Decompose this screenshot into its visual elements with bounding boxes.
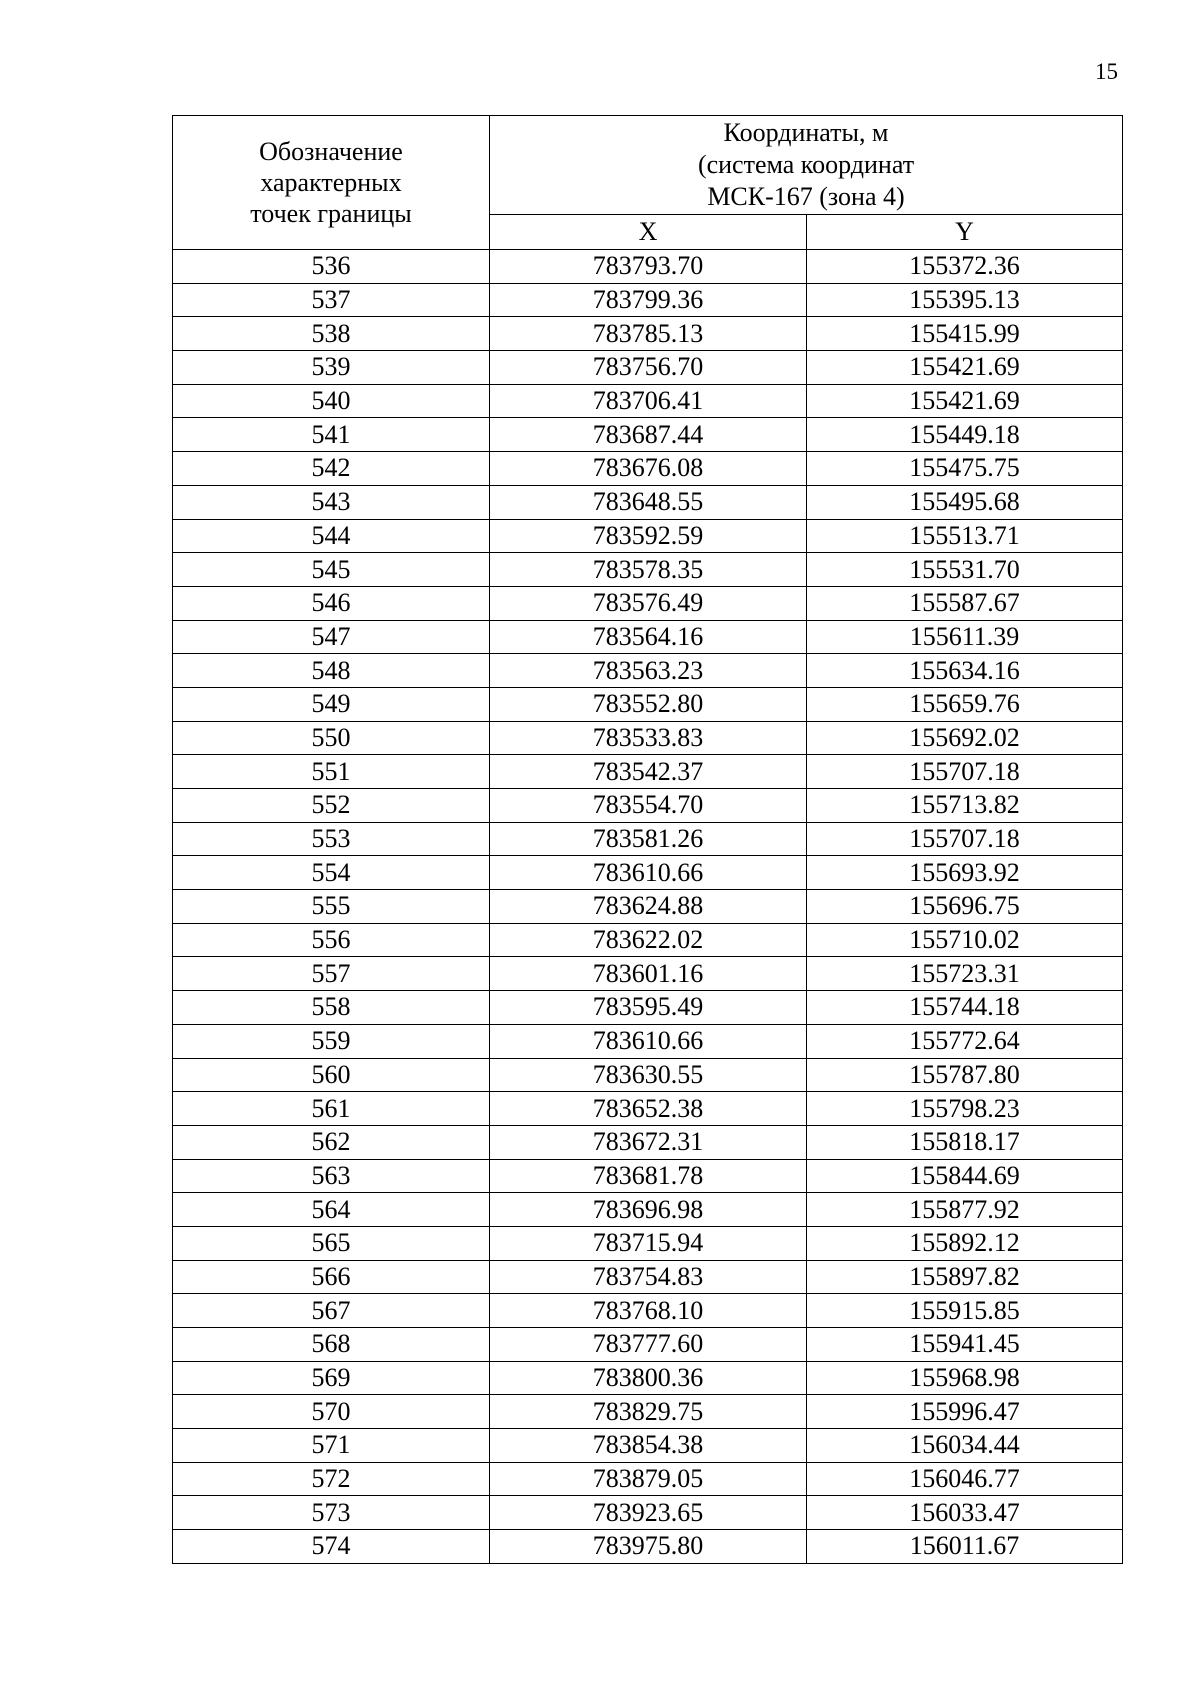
point-cell: 557	[173, 957, 490, 991]
table-row	[173, 250, 1123, 284]
y-cell: 155495.68	[807, 485, 1123, 519]
point-cell: 553	[173, 822, 490, 856]
y-cell: 155818.17	[807, 1125, 1123, 1159]
table-row	[173, 1361, 1123, 1395]
y-cell: 155692.02	[807, 721, 1123, 755]
x-cell: 783630.55	[490, 1058, 807, 1092]
x-cell: 783554.70	[490, 789, 807, 823]
point-cell: 546	[173, 586, 490, 620]
x-cell: 783696.98	[490, 1193, 807, 1227]
point-cell: 549	[173, 687, 490, 721]
point-cell: 547	[173, 620, 490, 654]
y-cell: 155395.13	[807, 283, 1123, 317]
x-cell: 783592.59	[490, 519, 807, 553]
point-cell: 569	[173, 1361, 490, 1395]
x-cell: 783785.13	[490, 317, 807, 351]
point-cell: 566	[173, 1260, 490, 1294]
y-cell: 155996.47	[807, 1395, 1123, 1429]
point-cell: 540	[173, 384, 490, 418]
table-row	[173, 687, 1123, 721]
y-cell: 155611.39	[807, 620, 1123, 654]
y-column-header: Y	[807, 215, 1123, 250]
coordinates-table	[172, 115, 1123, 1564]
point-cell: 563	[173, 1159, 490, 1193]
y-cell: 156011.67	[807, 1530, 1123, 1564]
point-cell: 536	[173, 250, 490, 284]
y-cell: 155415.99	[807, 317, 1123, 351]
x-cell: 783854.38	[490, 1429, 807, 1463]
point-cell: 564	[173, 1193, 490, 1227]
x-cell: 783581.26	[490, 822, 807, 856]
x-cell: 783552.80	[490, 687, 807, 721]
x-cell: 783622.02	[490, 923, 807, 957]
y-cell: 156046.77	[807, 1462, 1123, 1496]
point-cell: 567	[173, 1294, 490, 1328]
y-cell: 155798.23	[807, 1092, 1123, 1126]
table-row	[173, 789, 1123, 823]
y-cell: 155892.12	[807, 1226, 1123, 1260]
point-cell: 541	[173, 418, 490, 452]
y-cell: 155707.18	[807, 822, 1123, 856]
x-cell: 783706.41	[490, 384, 807, 418]
point-cell: 554	[173, 856, 490, 890]
table-row	[173, 1260, 1123, 1294]
table-row	[173, 485, 1123, 519]
table-header	[173, 116, 1123, 250]
table-row	[173, 856, 1123, 890]
table-row	[173, 1395, 1123, 1429]
y-cell: 155915.85	[807, 1294, 1123, 1328]
point-cell: 556	[173, 923, 490, 957]
table-row	[173, 1226, 1123, 1260]
x-cell: 783800.36	[490, 1361, 807, 1395]
y-cell: 155968.98	[807, 1361, 1123, 1395]
x-cell: 783756.70	[490, 351, 807, 385]
point-cell: 572	[173, 1462, 490, 1496]
x-cell: 783542.37	[490, 755, 807, 789]
y-cell: 156034.44	[807, 1429, 1123, 1463]
y-cell: 155659.76	[807, 687, 1123, 721]
table-row	[173, 1462, 1123, 1496]
y-cell: 155449.18	[807, 418, 1123, 452]
table-row	[173, 1193, 1123, 1227]
y-cell: 155710.02	[807, 923, 1123, 957]
point-cell: 561	[173, 1092, 490, 1126]
y-cell: 155421.69	[807, 351, 1123, 385]
point-cell: 539	[173, 351, 490, 385]
coordinates-label-line3: МСК-167 (зона 4)	[707, 182, 905, 211]
table-row	[173, 1496, 1123, 1530]
x-cell: 783879.05	[490, 1462, 807, 1496]
table-row	[173, 923, 1123, 957]
table-row	[173, 654, 1123, 688]
y-cell: 155587.67	[807, 586, 1123, 620]
x-cell: 783563.23	[490, 654, 807, 688]
y-cell: 155421.69	[807, 384, 1123, 418]
table-row	[173, 620, 1123, 654]
x-cell: 783676.08	[490, 452, 807, 486]
table-row	[173, 1092, 1123, 1126]
table-row	[173, 890, 1123, 924]
x-cell: 783601.16	[490, 957, 807, 991]
coordinates-label-line2: (система координат	[697, 150, 915, 179]
y-cell: 155844.69	[807, 1159, 1123, 1193]
point-cell: 568	[173, 1328, 490, 1362]
x-cell: 783975.80	[490, 1530, 807, 1564]
x-cell: 783715.94	[490, 1226, 807, 1260]
point-cell: 545	[173, 553, 490, 587]
table-row	[173, 1125, 1123, 1159]
coordinates-label-line1: Координаты, м	[723, 118, 889, 147]
x-cell: 783793.70	[490, 250, 807, 284]
table-row	[173, 957, 1123, 991]
x-cell: 783652.38	[490, 1092, 807, 1126]
table-row	[173, 1159, 1123, 1193]
coordinates-group-header	[490, 116, 1123, 215]
y-cell: 155744.18	[807, 991, 1123, 1025]
y-cell: 155772.64	[807, 1024, 1123, 1058]
table-row	[173, 418, 1123, 452]
y-cell: 155531.70	[807, 553, 1123, 587]
x-cell: 783829.75	[490, 1395, 807, 1429]
point-cell: 573	[173, 1496, 490, 1530]
table-row	[173, 1328, 1123, 1362]
y-cell: 155897.82	[807, 1260, 1123, 1294]
y-cell: 155723.31	[807, 957, 1123, 991]
point-cell: 558	[173, 991, 490, 1025]
y-cell: 155513.71	[807, 519, 1123, 553]
y-cell: 155693.92	[807, 856, 1123, 890]
point-label-text: Обозначение характерных точек границы	[250, 137, 412, 228]
point-cell: 562	[173, 1125, 490, 1159]
x-cell: 783624.88	[490, 890, 807, 924]
point-label-header	[173, 116, 490, 250]
point-cell: 551	[173, 755, 490, 789]
point-cell: 571	[173, 1429, 490, 1463]
y-cell: 155696.75	[807, 890, 1123, 924]
x-cell: 783799.36	[490, 283, 807, 317]
y-cell: 155941.45	[807, 1328, 1123, 1362]
y-cell: 155877.92	[807, 1193, 1123, 1227]
y-cell: 155713.82	[807, 789, 1123, 823]
table-row	[173, 553, 1123, 587]
table-row	[173, 1429, 1123, 1463]
table-row	[173, 586, 1123, 620]
table-row	[173, 1294, 1123, 1328]
y-cell: 155475.75	[807, 452, 1123, 486]
x-cell: 783648.55	[490, 485, 807, 519]
table-row	[173, 1024, 1123, 1058]
x-cell: 783672.31	[490, 1125, 807, 1159]
table-row	[173, 991, 1123, 1025]
point-cell: 559	[173, 1024, 490, 1058]
page-number: 15	[1095, 59, 1118, 84]
point-cell: 552	[173, 789, 490, 823]
table-row	[173, 283, 1123, 317]
point-cell: 550	[173, 721, 490, 755]
y-cell: 155707.18	[807, 755, 1123, 789]
x-cell: 783610.66	[490, 1024, 807, 1058]
table-row	[173, 519, 1123, 553]
x-cell: 783595.49	[490, 991, 807, 1025]
point-cell: 543	[173, 485, 490, 519]
x-cell: 783754.83	[490, 1260, 807, 1294]
x-cell: 783687.44	[490, 418, 807, 452]
point-cell: 544	[173, 519, 490, 553]
table-row	[173, 452, 1123, 486]
x-cell: 783578.35	[490, 553, 807, 587]
y-cell: 155372.36	[807, 250, 1123, 284]
point-cell: 570	[173, 1395, 490, 1429]
x-cell: 783923.65	[490, 1496, 807, 1530]
point-cell: 548	[173, 654, 490, 688]
point-cell: 565	[173, 1226, 490, 1260]
y-cell: 155787.80	[807, 1058, 1123, 1092]
point-cell: 555	[173, 890, 490, 924]
x-cell: 783564.16	[490, 620, 807, 654]
table-body	[173, 250, 1123, 1564]
x-cell: 783768.10	[490, 1294, 807, 1328]
x-cell: 783777.60	[490, 1328, 807, 1362]
point-cell: 538	[173, 317, 490, 351]
table-row	[173, 822, 1123, 856]
table-row	[173, 755, 1123, 789]
y-cell: 155634.16	[807, 654, 1123, 688]
point-cell: 560	[173, 1058, 490, 1092]
x-cell: 783576.49	[490, 586, 807, 620]
x-cell: 783610.66	[490, 856, 807, 890]
table-row	[173, 1058, 1123, 1092]
x-cell: 783681.78	[490, 1159, 807, 1193]
point-cell: 574	[173, 1530, 490, 1564]
point-cell: 537	[173, 283, 490, 317]
table-row	[173, 721, 1123, 755]
table-row	[173, 1530, 1123, 1564]
table-row	[173, 384, 1123, 418]
point-cell: 542	[173, 452, 490, 486]
x-cell: 783533.83	[490, 721, 807, 755]
table-row	[173, 351, 1123, 385]
table-row	[173, 317, 1123, 351]
y-cell: 156033.47	[807, 1496, 1123, 1530]
x-column-header: X	[490, 215, 807, 250]
